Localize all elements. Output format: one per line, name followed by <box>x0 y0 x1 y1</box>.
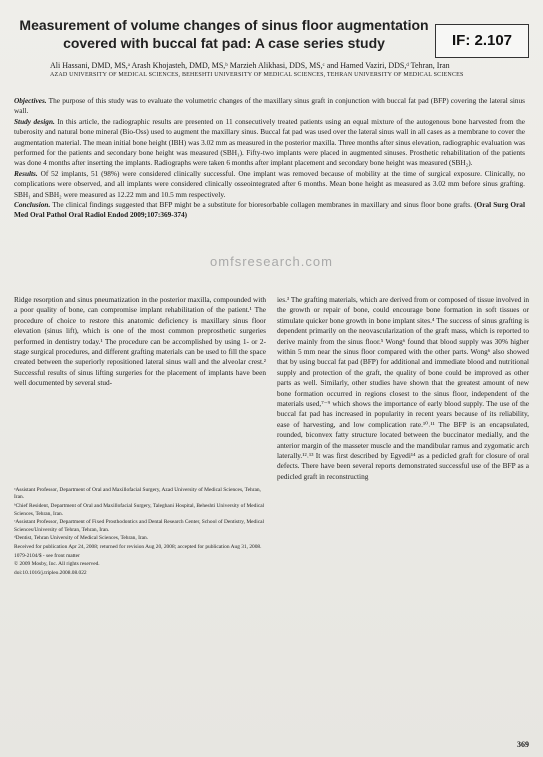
footnote: © 2009 Mosby, Inc. All rights reserved. <box>14 561 100 568</box>
footnote: ᵇChief Resident, Department of Oral and Maxillofacial Surgery, Taleghani Hospital, Beheshti University of Medical Sciences, Tehran, Iran. <box>14 503 265 517</box>
author-affiliations: AZAD UNIVERSITY OF MEDICAL SCIENCES, BEHESHTI UNIVERSITY OF MEDICAL SCIENCES, TEHRAN UNIVERSITY OF MEDICAL SCIENCES <box>50 72 464 78</box>
footnotes <box>14 487 266 578</box>
footnote: ᶜAssistant Professor, Department of Fixed Prosthodontics and Dental Research Center, School of Dentistry, Medical Sciences/University of Tehran, Tehran, Iran. <box>14 519 265 533</box>
abstract-results: Results. Of 52 implants, 51 (98%) were considered clinically successful. One implant was removed because of mobility at the time of surgical exposure. Clinically, no complications were observed, and all implants were considered clinically osseointegrated after 6 months. Mean bone height as measured as 3.02 mm before sinus grafting. SBH₁ and SBH₂ were measured as 12.22 mm and 10.5 mm respectively. <box>14 168 526 199</box>
abstract-study-design: Study design. In this article, the radiographic results are presented on 11 consecutively treated patients using an equal mixture of the autogenous bone harvested from the tuberosity and natural bone mineral (Bio-Oss) used to augment the maxillary sinus. Buccal fat pad was used over the lateral sinus wall in all cases as a membrane to cover the augmentation material. The mean initial bone height (IBH) was 3.02 mm as measured in the posterior maxilla. Three months after sinus elevation, radiographic evaluation was performed for the patients and secondary bone height was measured (SBH₁). Fifty-two implants were placed in augmented sinuses. Prosthetic rehabilitation of the patients was done 4 months after inserting the implants. Radiographs were taken 6 months after implant placement and secondary bone height was measured (SBH₂). <box>14 116 525 168</box>
body-paragraph-left: Ridge resorption and sinus pneumatization in the posterior maxilla, compounded with a poor quality of bone, can compromise implant rehabilitation of the patient.¹ The procedure of choice to restore this anatomic deficiency is maxillary sinus floor elevation (sinus lift), which is one of the most common preprosthetic surgeries performed in dentistry today.¹ The procedure can be accomplished by using 1- or 2-stage surgical procedures, and different grafting materials can be used to fill the space created between the superiorly repositioned lateral sinus wall and the alveolar crest.² Successful results of sinus lifting surgeries for the placement of implants have been well documented by several stud- <box>14 294 266 388</box>
footnote: ᵈDentist, Tehran University of Medical Sciences, Tehran, Iran. <box>14 535 149 542</box>
body-paragraph-right: ies.³ The grafting materials, which are derived from or composed of tissue involved in the growth or repair of bone, could encourage bone formation in soft tissues or stimulate quicker bone growth in bone implant sites.⁴ The success of sinus grafting is dependent primarily on the neovascularization of the graft mass, which is reported to derive mainly from the sinus floor.⁵ Wong⁶ found that blood supply was 30% higher within 5 mm near the sinus floor compared with the other parts. Wong⁶ also showed that by using buccal fat pad (BFP) for additional and immediate blood and nutritional supply and protection of the graft, the quality of bone could be improved as other parts as well. Similarly, other studies have shown that the greatest amount of new bone formation occurred in regions closest to the sinus floor, independent of the materials used,⁷⁻⁹ which shows the importance of early blood supply. The use of the buccal fat pad has increased in popularity in recent years because of its reliability, ease of harvesting, and low complication rate.¹⁰˒¹¹ The BFP is an encapsulated, rounded, biconvex fatty structure located between the buccinator medially, and the anterior margin of the masseter muscle and the mandibular ramus and zygomatic arch laterally.¹²˒¹³ It was first described by Egyedi¹⁴ as a pedicled graft for closure of oral defects. There have been several reports demonstrated successful use of the BFP as a pedicled graft in reconstructing <box>277 294 529 481</box>
right-column <box>277 295 529 579</box>
footnote: ᵃAssistant Professor, Department of Oral and Maxillofacial Surgery, Azad University of Medical Sciences, Tehran, Iran. <box>14 486 261 501</box>
footnote: Received for publication Apr 24, 2008; returned for revision Aug 20, 2008; accepted for publication Aug 31, 2008. <box>14 544 262 551</box>
watermark-text: omfsresearch.com <box>210 253 333 269</box>
abstract <box>14 96 529 221</box>
journal-citation: (Oral Surg Oral Med Oral Pathol Oral Radiol Endod 2009;107:369-374) <box>14 200 525 220</box>
abstract-conclusion: Conclusion. The clinical findings suggested that BFP might be a substitute for bioresorbable collagen membranes in maxillary and sinus floor bone grafts. (Oral Surg Oral Med Oral Pathol Oral Radiol Endod 2009;107:369-374) <box>14 200 525 220</box>
abstract-objectives: Objectives. The purpose of this study was to evaluate the volumetric changes of the maxillary sinus graft in conjunction with buccal fat pad (BFP) covering the lateral sinus wall. <box>14 96 525 116</box>
footnote: doi:10.1016/j.tripleo.2008.08.022 <box>14 569 87 576</box>
page-number: 369 <box>517 740 529 749</box>
impact-factor-badge: IF: 2.107 <box>435 24 529 58</box>
body-columns <box>14 295 529 579</box>
article-title: Measurement of volume changes of sinus floor augmentation covered with buccal fat pad: A case series study <box>19 17 429 51</box>
author-list: Ali Hassani, DMD, MS,ᵃ Arash Khojasteh, DMD, MS,ᵇ Marzieh Alikhasi, DDS, MS,ᶜ and Hamed Vaziri, DDS,ᵈ Tehran, Iran <box>50 61 450 70</box>
footnote: 1079-2104/$ - see front matter <box>14 552 80 559</box>
left-column <box>14 295 266 579</box>
